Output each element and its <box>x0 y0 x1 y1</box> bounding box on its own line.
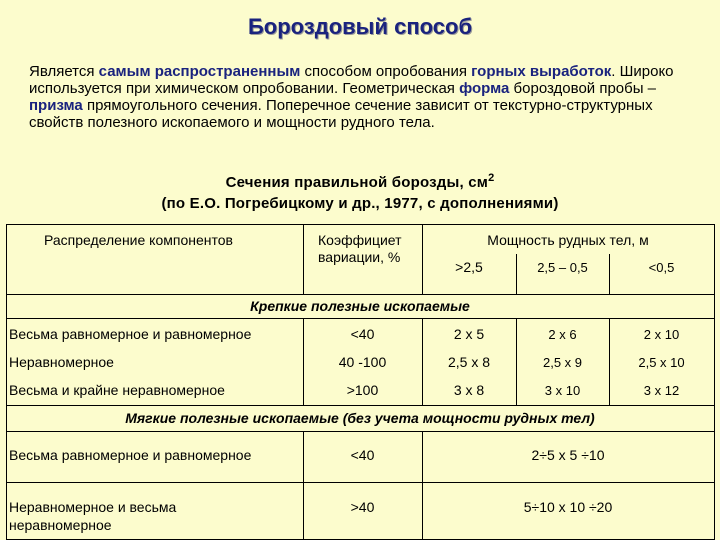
caption-text: Сечения правильной борозды, см <box>225 174 489 191</box>
row-coef: >40 <box>350 499 375 515</box>
section-soft-title: Мягкие полезные ископаемые (без учета мощности рудных тел) <box>125 410 595 426</box>
row-value: 2,5 х 9 <box>542 355 583 370</box>
table-rule <box>6 318 714 319</box>
row-coef: >100 <box>346 382 379 398</box>
row-name: Весьма равномерное и равномерное <box>9 326 252 342</box>
row-value: 2 х 6 <box>548 327 577 342</box>
intro-text: бороздовой пробы – <box>509 80 657 97</box>
table-border-right <box>714 224 715 540</box>
row-name: Весьма равномерное и равномерное <box>9 447 252 463</box>
row-name-line2: неравномерное <box>9 517 112 533</box>
header-col-gt: >2,5 <box>455 259 483 275</box>
row-coef: <40 <box>350 326 375 342</box>
table-rule <box>6 405 714 406</box>
row-value: 3 х 12 <box>643 383 680 398</box>
intro-text: . Широко используется при химическом опробовании. Геометрическая <box>29 63 674 97</box>
caption-superscript: 2 <box>488 172 495 184</box>
table-border-left <box>6 224 7 540</box>
row-coef: 40 -100 <box>338 354 387 370</box>
row-name: Неравномерное <box>9 354 114 370</box>
row-name: Весьма и крайне неравномерное <box>9 382 225 398</box>
table-rule <box>303 224 304 294</box>
header-coef-line1: Коэффициет <box>318 232 402 248</box>
row-value: 5÷10 х 10 ÷20 <box>523 499 613 515</box>
row-name-line1: Неравномерное и весьма <box>9 499 177 515</box>
row-value: 3 х 10 <box>544 383 581 398</box>
section-hard-title: Крепкие полезные ископаемые <box>250 298 470 314</box>
table-rule <box>6 294 714 295</box>
slide-title: Бороздовый способ <box>247 14 473 39</box>
row-value: 2,5 х 8 <box>447 354 491 370</box>
header-coef-line2: вариации, % <box>318 249 401 265</box>
intro-text: прямоугольного сечения. Поперечное сечение зависит от текстурно-структурных свойств полезного ископаемого и мощности рудного тела. <box>29 97 653 131</box>
row-value: 2,5 х 10 <box>638 355 685 370</box>
table-caption-line1 <box>0 172 720 191</box>
sections-table <box>0 224 720 540</box>
intro-text: способом опробования <box>300 63 472 80</box>
row-value: 2 х 10 <box>643 327 680 342</box>
table-border-top <box>6 224 714 225</box>
row-coef: <40 <box>350 447 375 463</box>
header-col-lt: <0,5 <box>648 260 675 275</box>
intro-text: Является <box>29 63 99 80</box>
table-caption-line2: (по Е.О. Погребицкому и др., 1977, с дополнениями) <box>161 195 559 212</box>
row-value: 3 х 8 <box>453 382 485 398</box>
table-rule <box>6 431 714 432</box>
header-components: Распределение компонентов <box>44 232 233 248</box>
intro-paragraph <box>29 63 709 131</box>
intro-highlight: призма <box>29 97 83 114</box>
intro-highlight: самым распространенным <box>98 63 301 80</box>
header-col-mid: 2,5 – 0,5 <box>537 260 588 275</box>
header-thickness: Мощность рудных тел, м <box>487 232 649 248</box>
intro-highlight: горных выработок <box>471 63 612 80</box>
row-value: 2 х 5 <box>453 326 485 342</box>
table-rule <box>6 482 714 483</box>
intro-highlight: форма <box>459 80 510 97</box>
row-value: 2÷5 х 5 ÷10 <box>531 447 605 463</box>
